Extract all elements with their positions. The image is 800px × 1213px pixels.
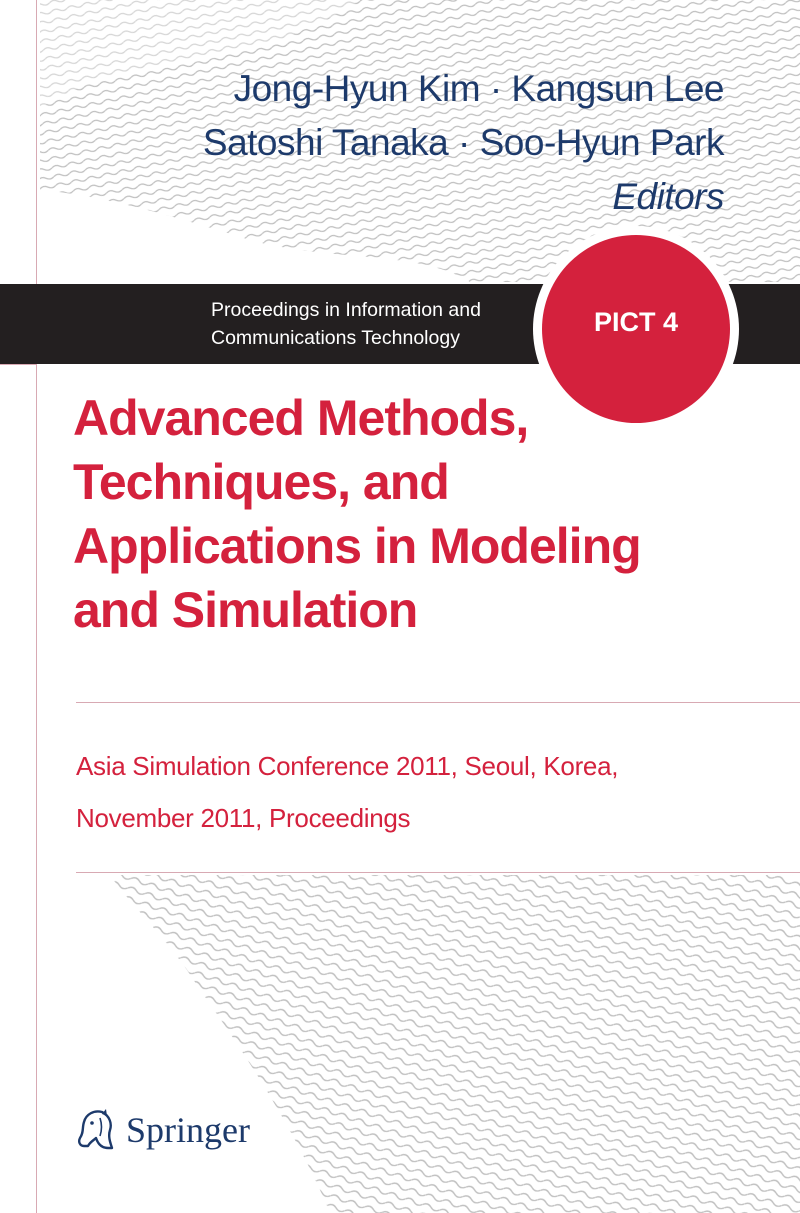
book-title	[73, 386, 773, 642]
book-subtitle-line-2: November 2011, Proceedings	[76, 803, 411, 833]
subtitle-divider-rule	[76, 872, 800, 873]
series-name-line-1: Proceedings in Information and	[211, 299, 481, 321]
publisher-logo	[72, 1108, 250, 1152]
left-vertical-rule	[36, 0, 37, 1213]
book-title-line-3: Applications in Modeling	[73, 518, 641, 574]
book-subtitle-line-1: Asia Simulation Conference 2011, Seoul, Korea,	[76, 751, 619, 781]
horse-head-logo-icon	[72, 1108, 118, 1152]
book-subtitle	[76, 740, 756, 844]
title-divider-rule	[76, 702, 800, 703]
editors-role-label: Editors	[612, 176, 724, 217]
book-title-line-2: Techniques, and	[73, 454, 449, 510]
book-title-line-1: Advanced Methods,	[73, 390, 529, 446]
book-title-line-4: and Simulation	[73, 582, 418, 638]
editors-line-2: Satoshi Tanaka · Soo-Hyun Park	[202, 122, 724, 163]
left-rule-stub	[0, 364, 36, 365]
series-name-line-2: Communications Technology	[211, 327, 460, 349]
series-name	[211, 296, 481, 352]
editors-line-1: Jong-Hyun Kim · Kangsun Lee	[233, 68, 724, 109]
series-badge-label: PICT 4	[593, 306, 679, 337]
editors-block	[203, 62, 724, 224]
publisher-name: Springer	[126, 1110, 250, 1150]
